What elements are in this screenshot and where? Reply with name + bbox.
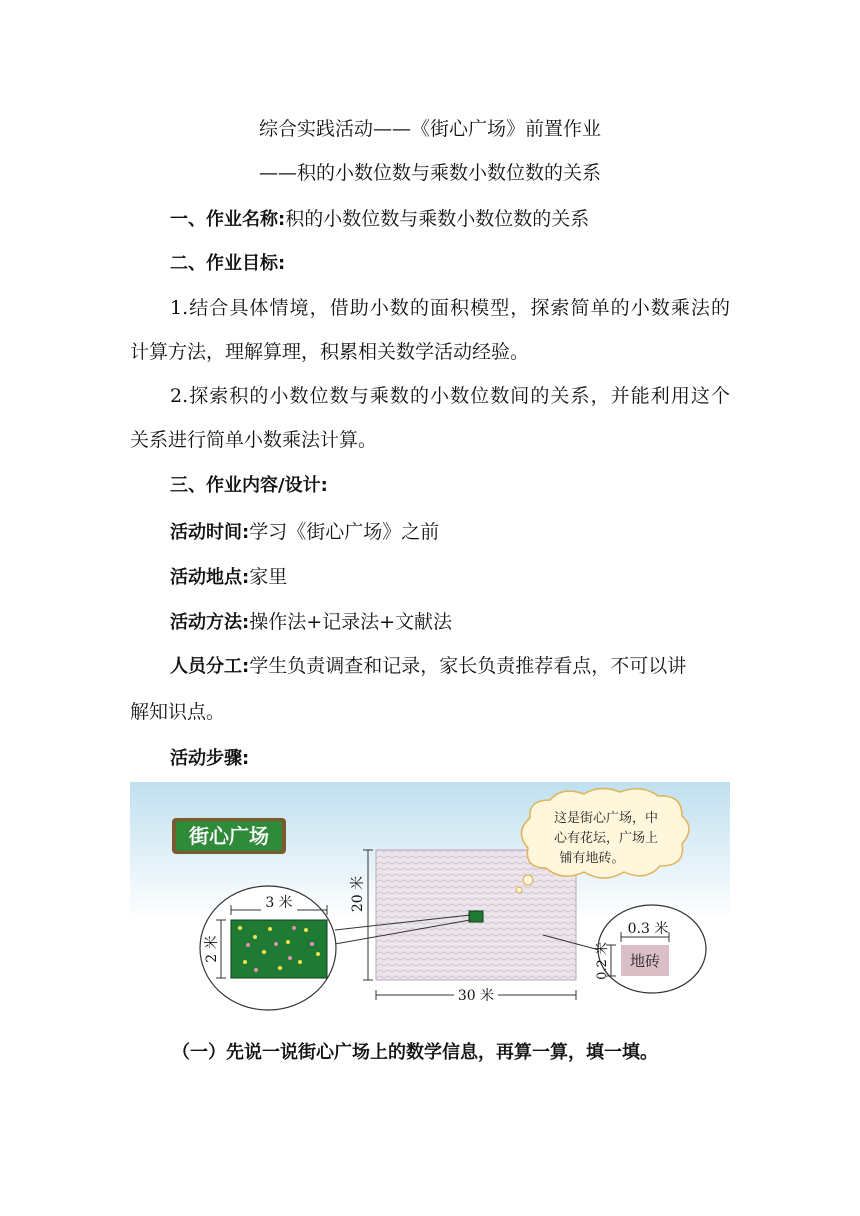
part-1-heading: （一）先说一说街心广场上的数学信息，再算一算，填一填。 <box>172 1042 658 1063</box>
bubble-line-2: 心有花坛，广场上 <box>553 831 659 846</box>
section-1-heading: 一、作业名称: <box>170 209 286 230</box>
bubble-line-3: 铺有地砖。 <box>559 851 625 866</box>
activity-time-label: 活动时间: <box>170 522 250 543</box>
section-1 <box>170 207 589 232</box>
staff-division <box>170 654 686 679</box>
activity-method-text: 操作法+记录法+文献法 <box>249 611 453 633</box>
bed-width-label: 3 米 <box>265 895 293 911</box>
activity-place-label: 活动地点: <box>170 567 250 588</box>
activity-method-label: 活动方法: <box>170 612 250 633</box>
doc-title: 综合实践活动——《街心广场》前置作业 <box>258 118 601 140</box>
activity-time <box>170 520 439 545</box>
flower-bed-zoom <box>200 886 336 1010</box>
section-2-heading: 二、作业目标: <box>170 253 286 274</box>
bed-height-label: 2 米 <box>204 935 220 963</box>
plaza-width-label: 30 米 <box>457 988 495 1004</box>
tile-width-label: 0.3 米 <box>627 921 669 937</box>
staff-division-label: 人员分工: <box>170 656 250 677</box>
tile-label: 地砖 <box>629 952 661 970</box>
activity-time-text: 学习《街心广场》之前 <box>249 521 440 543</box>
bubble-line-1: 这是街心广场，中 <box>553 811 659 826</box>
street-square-illustration <box>130 782 730 1012</box>
flower-bed-mark <box>469 911 483 922</box>
staff-division-text: 学生负责调查和记录，家长负责推荐看点，不可以讲 <box>249 655 687 677</box>
section-1-text: 积的小数位数与乘数小数位数的关系 <box>285 208 590 230</box>
goal-1-line1: 1.结合具体情境，借助小数的面积模型，探索简单的小数乘法的 <box>170 297 730 319</box>
doc-subtitle: ——积的小数位数与乘数小数位数的关系 <box>258 162 601 184</box>
plaza-height-label: 20 米 <box>350 875 366 913</box>
staff-division-line2: 解知识点。 <box>130 701 226 723</box>
activity-place-text: 家里 <box>249 566 288 588</box>
activity-method <box>170 610 452 635</box>
activity-steps-heading: 活动步骤: <box>170 748 250 769</box>
goal-2-line1: 2.探索积的小数位数与乘数的小数位数间的关系，并能利用这个 <box>170 385 730 407</box>
square-sign <box>172 818 286 854</box>
goal-2-line2: 关系进行简单小数乘法计算。 <box>130 429 378 451</box>
activity-place <box>170 565 287 590</box>
section-3-heading: 三、作业内容/设计: <box>170 475 328 496</box>
goal-1-line2: 计算方法，理解算理，积累相关数学活动经验。 <box>130 341 530 363</box>
sign-text: 街心广场 <box>189 824 269 848</box>
tile-height-label: 0.2 米 <box>595 942 610 980</box>
